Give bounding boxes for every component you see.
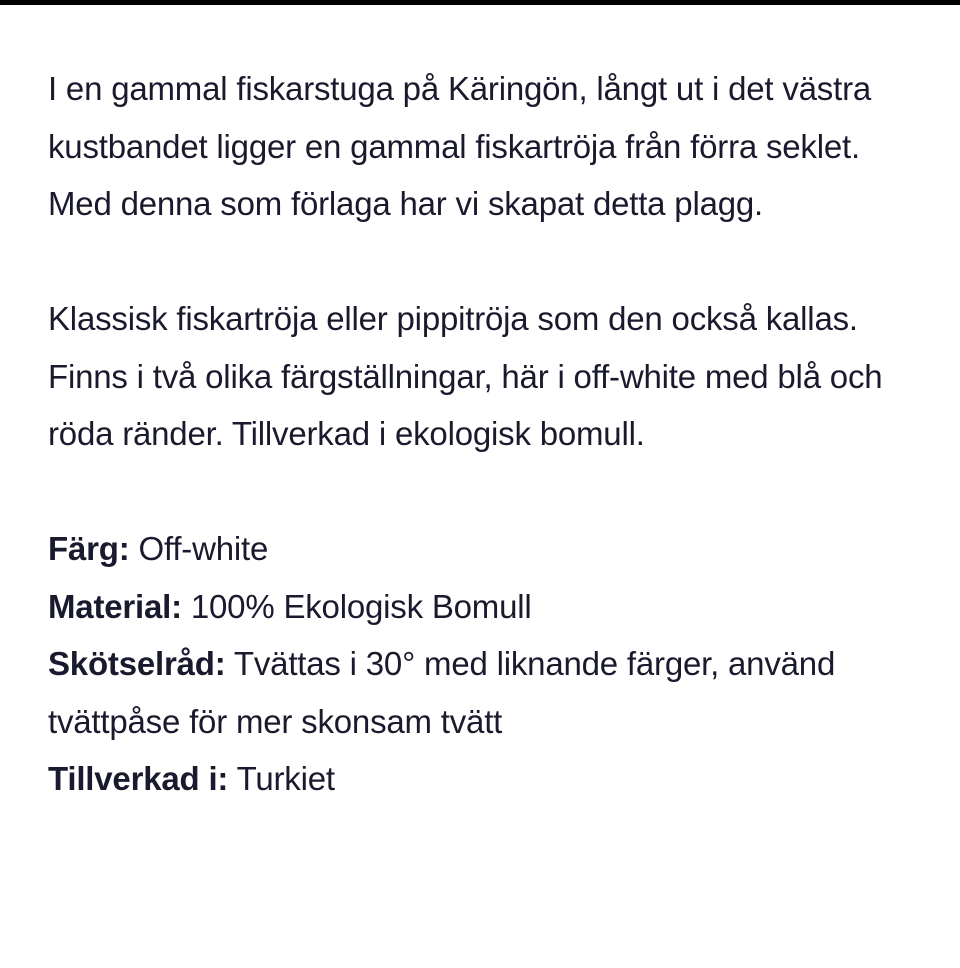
spec-origin [48, 750, 918, 808]
spec-label: Skötselråd: [48, 645, 226, 682]
spec-color [48, 520, 918, 578]
spec-label: Material: [48, 587, 182, 625]
description-paragraph-1: I en gammal fiskarstuga på Käringön, långt ut i det västra kustbandet ligger en gammal fiskartröja från förra seklet. Med denna som förlaga har vi skapat detta plagg. [48, 70, 872, 222]
spec-care [48, 635, 918, 750]
top-edge-bar [0, 0, 960, 5]
spec-value: Tvättas i 30° med liknande färger, använd tvättpåse för mer skonsam tvätt [48, 645, 836, 740]
spec-value: Off-white [138, 530, 269, 567]
spec-value: Turkiet [236, 760, 335, 797]
product-description [48, 60, 918, 808]
spec-label: Tillverkad i: [48, 760, 229, 797]
spec-value: 100% Ekologisk Bomull [190, 587, 532, 625]
spec-label: Färg: [48, 530, 130, 567]
spec-material [48, 578, 918, 636]
description-paragraph-2: Klassisk fiskartröja eller pippitröja som den också kallas. Finns i två olika färgställningar, här i off-white med blå och röda ränder. Tillverkad i ekologisk bomull. [48, 300, 883, 452]
product-specs [48, 520, 918, 808]
